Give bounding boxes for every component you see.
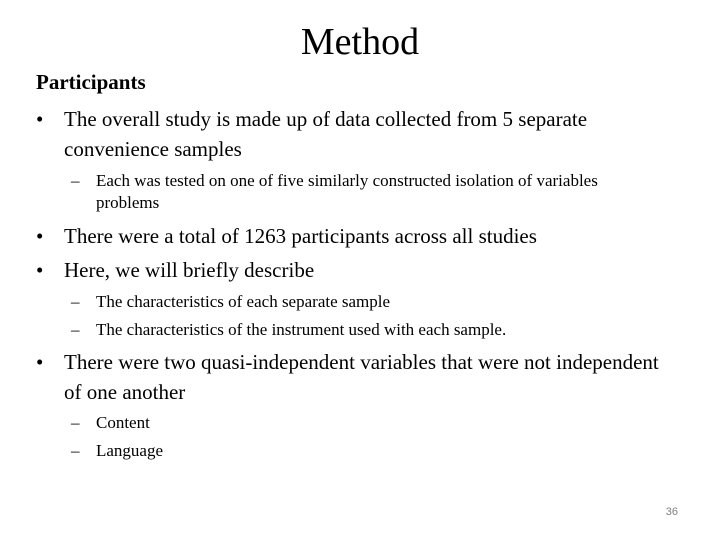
sub-bullet-text: Each was tested on one of five similarly constructed isolation of variables problems — [96, 171, 598, 212]
dash-icon: – — [71, 320, 80, 339]
dash-icon: – — [71, 413, 80, 432]
bullet-text: There were two quasi-independent variables that were not independent of one another — [64, 350, 659, 404]
bullet-icon: • — [36, 258, 44, 282]
bullet-item — [36, 104, 676, 164]
sub-bullet-item — [71, 170, 631, 214]
dash-icon: – — [71, 292, 80, 311]
bullet-item — [36, 347, 676, 407]
bullet-item — [36, 255, 676, 285]
bullet-text: The overall study is made up of data collected from 5 separate convenience samples — [64, 107, 588, 161]
sub-bullet-text: The characteristics of each separate sample — [96, 292, 391, 311]
slide-title: Method — [300, 21, 420, 63]
sub-bullet-text: Language — [96, 441, 164, 460]
bullet-text: There were a total of 1263 participants across all studies — [64, 224, 537, 248]
sub-bullet-item — [71, 319, 631, 341]
bullet-icon: • — [36, 350, 44, 374]
bullet-text: Here, we will briefly describe — [64, 258, 315, 282]
sub-bullet-text: The characteristics of the instrument used with each sample. — [96, 320, 507, 339]
sub-bullet-item — [71, 412, 631, 434]
sub-bullet-item — [71, 291, 631, 313]
dash-icon: – — [71, 171, 80, 190]
bullet-icon: • — [36, 224, 44, 248]
dash-icon: – — [71, 441, 80, 460]
bullet-icon: • — [36, 107, 44, 131]
bullet-item — [36, 221, 676, 251]
sub-bullet-item — [71, 440, 631, 462]
sub-bullet-text: Content — [96, 413, 150, 432]
page-number: 36 — [665, 506, 678, 518]
section-heading: Participants — [36, 70, 146, 94]
